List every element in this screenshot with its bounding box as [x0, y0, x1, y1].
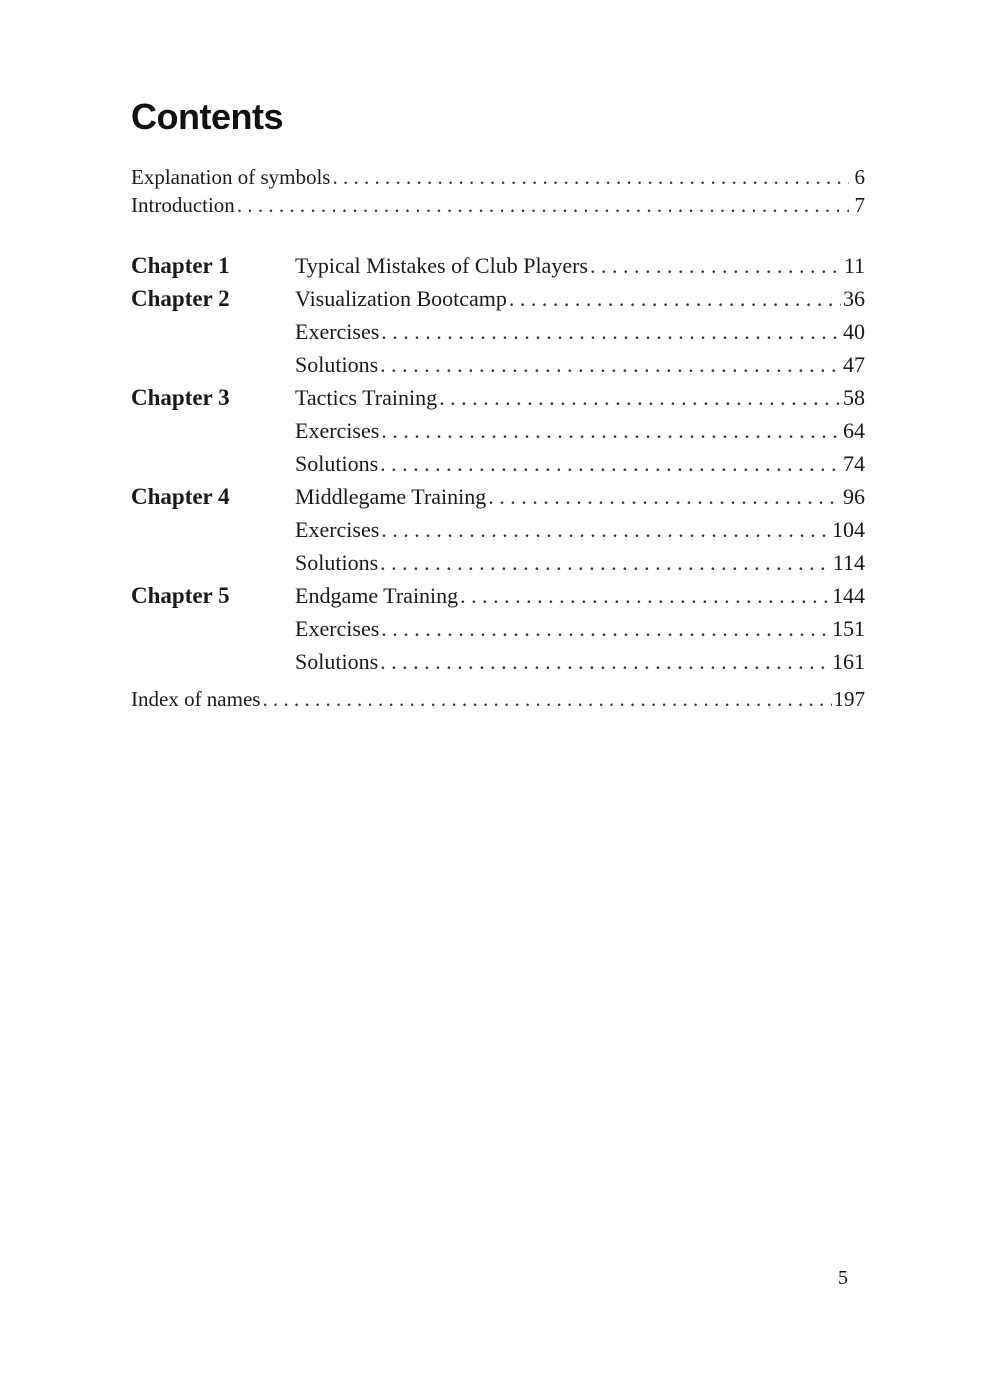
- dot-leader: [460, 582, 830, 609]
- dot-leader: [237, 192, 849, 219]
- toc-entry-page: 47: [843, 352, 865, 377]
- toc-entry-page: 104: [832, 517, 865, 542]
- toc-entry[interactable]: [131, 483, 865, 516]
- toc-entry-page: 161: [832, 649, 865, 674]
- chapter-number: Chapter 4: [131, 484, 230, 509]
- toc-entry[interactable]: [131, 582, 865, 615]
- toc-entry[interactable]: [131, 285, 865, 318]
- toc-entry[interactable]: [131, 686, 865, 719]
- toc-entry-page: 7: [854, 193, 865, 217]
- toc-entry[interactable]: [131, 318, 865, 351]
- toc-entry[interactable]: [131, 615, 865, 648]
- dot-leader: [380, 450, 841, 477]
- dot-leader: [381, 318, 841, 345]
- dot-leader: [380, 351, 841, 378]
- chapter-number: Chapter 5: [131, 583, 230, 608]
- toc-entry[interactable]: [131, 252, 865, 285]
- front-matter-list: [131, 164, 865, 220]
- toc-entry-label: Exercises: [295, 319, 380, 344]
- toc-entry-page: 64: [843, 418, 865, 443]
- toc-entry-page: 40: [843, 319, 865, 344]
- toc-entry-label: Visualization Bootcamp: [295, 286, 507, 311]
- dot-leader: [381, 417, 841, 444]
- toc-entry-page: 151: [832, 616, 865, 641]
- toc-entry-page: 114: [832, 550, 865, 575]
- toc-entry[interactable]: [131, 516, 865, 549]
- chapter-number: Chapter 2: [131, 286, 230, 311]
- toc-entry-label: Explanation of symbols: [131, 165, 331, 189]
- chapter-number: Chapter 1: [131, 253, 230, 278]
- toc-entry[interactable]: [131, 549, 865, 582]
- toc-entry[interactable]: [131, 450, 865, 483]
- back-matter-list: [131, 686, 865, 719]
- dot-leader: [439, 384, 841, 411]
- toc-entry-page: 74: [843, 451, 865, 476]
- page-number: 5: [838, 1267, 848, 1289]
- toc-entry-label: Exercises: [295, 616, 380, 641]
- page-title: Contents: [131, 96, 283, 137]
- toc-entry[interactable]: [131, 648, 865, 681]
- toc-entry-page: 6: [854, 165, 865, 189]
- toc-entry-page: 36: [843, 286, 865, 311]
- toc-entry-label: Middlegame Training: [295, 484, 487, 509]
- toc-entry-page: 96: [843, 484, 865, 509]
- dot-leader: [332, 164, 849, 191]
- toc-entry[interactable]: [131, 351, 865, 384]
- toc-entry-page: 11: [843, 253, 865, 278]
- toc-entry-label: Introduction: [131, 193, 235, 217]
- toc-entry-label: Endgame Training: [295, 583, 459, 608]
- toc-entry-page: 58: [843, 385, 865, 410]
- dot-leader: [262, 686, 831, 713]
- toc-entry-label: Solutions: [295, 352, 379, 377]
- toc-entry-page: 197: [833, 687, 865, 711]
- toc-entry[interactable]: [131, 384, 865, 417]
- dot-leader: [381, 615, 830, 642]
- toc-entry-label: Exercises: [295, 517, 380, 542]
- toc-entry-page: 144: [832, 583, 865, 608]
- dot-leader: [488, 483, 841, 510]
- toc-entry-label: Solutions: [295, 451, 379, 476]
- toc-entry[interactable]: [131, 192, 865, 220]
- toc-entry-label: Typical Mistakes of Club Players: [295, 253, 588, 278]
- toc-entry[interactable]: [131, 417, 865, 450]
- chapter-number: Chapter 3: [131, 385, 230, 410]
- dot-leader: [380, 549, 831, 576]
- dot-leader: [380, 648, 830, 675]
- dot-leader: [509, 285, 841, 312]
- toc-entry-label: Solutions: [295, 649, 379, 674]
- dot-leader: [590, 252, 842, 279]
- toc-entry-label: Solutions: [295, 550, 379, 575]
- toc-entry-label: Tactics Training: [295, 385, 438, 410]
- toc-entry[interactable]: [131, 164, 865, 192]
- toc-entry-label: Index of names: [131, 687, 261, 711]
- toc-entry-label: Exercises: [295, 418, 380, 443]
- dot-leader: [381, 516, 830, 543]
- chapter-list: [131, 252, 865, 681]
